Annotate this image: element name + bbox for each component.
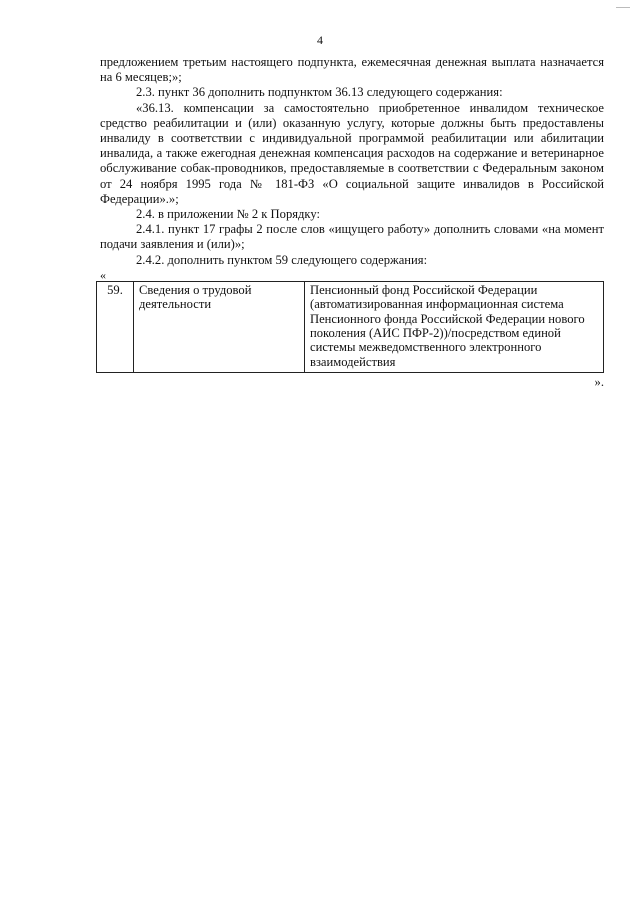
document-body <box>100 55 604 389</box>
opening-quote: « <box>100 267 106 282</box>
paragraph-36-13: «36.13. компенсации за самостоятельно приобретенное инвалидом техническое средство реабилитации и (или) оказанную услугу, которые должны быть предоставлены инвалиду в соответствии с индивидуальной программой реабилитации или абилитации инвалида, а также ежегодная денежная компенсация расходов на содержание и ветеринарное обслуживание собак-проводников, предоставляемые в соответствии с Федеральным законом от 24 ноября 1995 года № 181-ФЗ «О социальной защите инвалидов в Российской Федерации».»; <box>100 100 604 206</box>
paragraph-2-4-2: 2.4.2. дополнить пунктом 59 следующего содержания: <box>136 252 428 267</box>
paragraph-2-4: 2.4. в приложении № 2 к Порядку: <box>136 207 321 222</box>
table-row <box>97 281 604 372</box>
paragraph-2-3: 2.3. пункт 36 дополнить подпунктом 36.13 следующего содержания: <box>136 85 503 100</box>
amendment-table <box>96 281 604 373</box>
page-number: 4 <box>317 33 323 47</box>
paragraph-continuation: предложением третьим настоящего подпункта, ежемесячная денежная выплата назначается на 6 месяцев;»; <box>100 55 604 85</box>
corner-mark <box>616 2 630 8</box>
information-name-cell: Сведения о трудовой деятельности <box>134 281 305 372</box>
closing-quote: ». <box>594 375 604 390</box>
paragraph-2-4-1: 2.4.1. пункт 17 графы 2 после слов «ищущего работу» дополнить словами «на момент подачи заявления и (или)»; <box>100 222 604 252</box>
row-number-cell: 59. <box>97 281 134 372</box>
information-source-cell: Пенсионный фонд Российской Федерации (автоматизированная информационная система Пенсионного фонда Российской Федерации нового поколения (АИС ПФР-2))/посредством единой системы межведомственного электронного взаимодействия <box>305 281 604 372</box>
